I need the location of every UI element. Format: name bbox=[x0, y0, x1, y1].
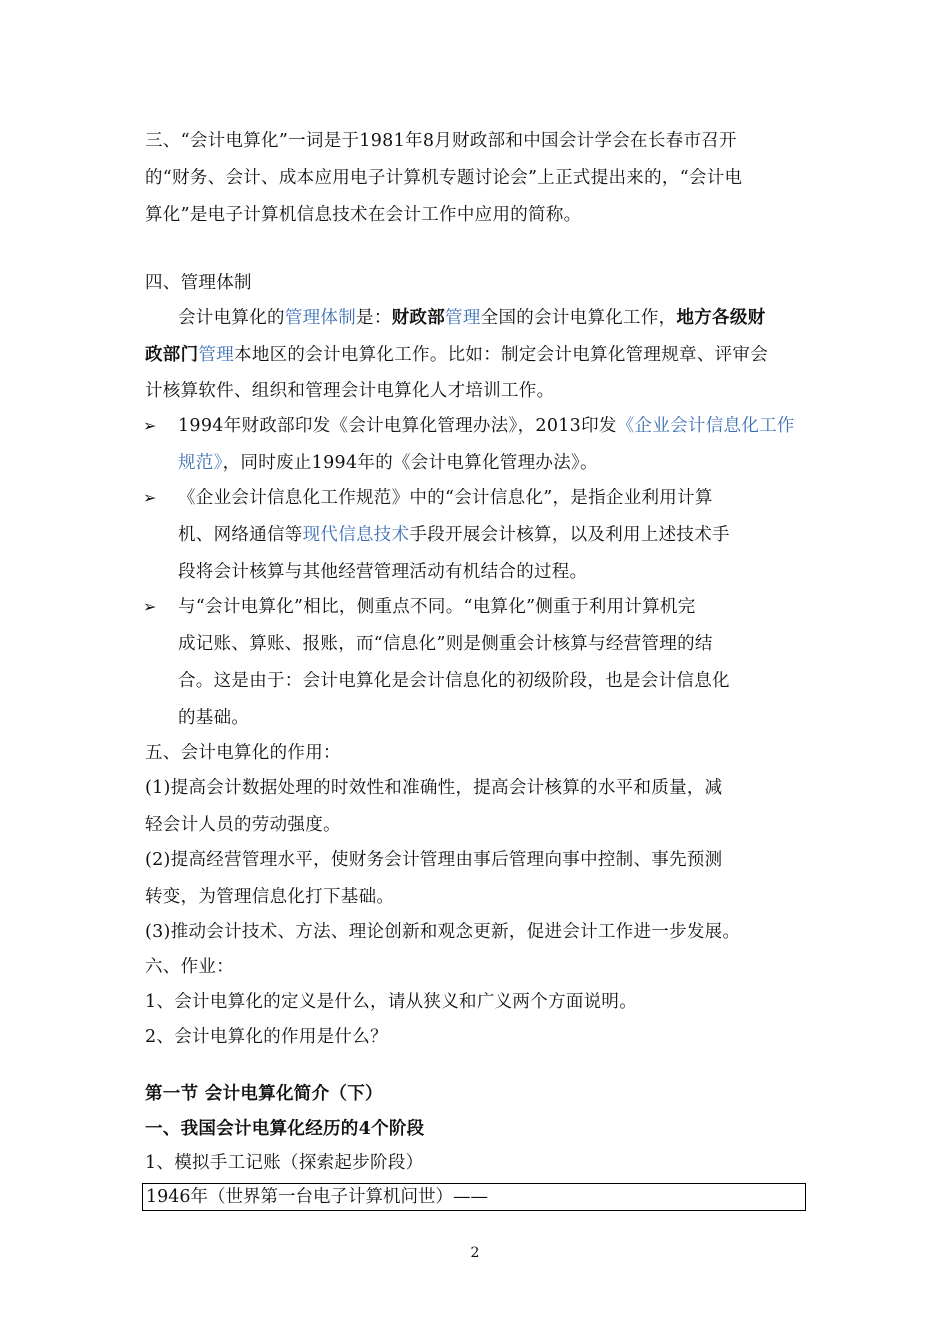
timeline-box-text: 1946年（世界第一台电子计算机问世）—— bbox=[146, 1187, 489, 1207]
bullet-3-line-2: 成记账、算账、报账，而“信息化”则是侧重会计核算与经营管理的结 bbox=[178, 634, 713, 654]
link-regulation-2[interactable]: 规范》 bbox=[178, 453, 223, 473]
bullet-arrow-icon: ➢ bbox=[143, 488, 157, 507]
para-3-line-3: 算化”是电子计算机信息技术在会计工作中应用的简称。 bbox=[145, 205, 582, 225]
link-modern-it[interactable]: 现代信息技术 bbox=[302, 525, 410, 545]
link-management-2[interactable]: 管理 bbox=[198, 345, 235, 365]
text-run: 手段开展会计核算，以及利用上述技术手 bbox=[409, 525, 730, 545]
para-3-line-1: 三、“会计电算化”一词是于1981年8月财政部和中国会计学会在长春市召开 bbox=[145, 131, 737, 151]
section-4-line-3: 计核算软件、组织和管理会计电算化人才培训工作。 bbox=[145, 381, 555, 401]
bullet-2-line-2 bbox=[178, 522, 730, 548]
timeline-box bbox=[142, 1183, 806, 1211]
text-run: 1994年财政部印发《会计电算化管理办法》，2013印发 bbox=[178, 416, 617, 436]
bullet-arrow-icon: ➢ bbox=[143, 597, 157, 616]
link-management[interactable]: 管理 bbox=[445, 308, 481, 328]
text-run: ，同时废止1994年的《会计电算化管理办法》。 bbox=[222, 453, 598, 473]
para-3-line-2: 的“财务、会计、成本应用电子计算机专题讨论会”上正式提出来的，“会计电 bbox=[145, 168, 743, 188]
stage-1-heading: 1、模拟手工记账（探索起步阶段） bbox=[145, 1153, 424, 1173]
text-run: 全国的会计电算化工作， bbox=[480, 308, 677, 328]
section-4-line-2 bbox=[145, 342, 768, 368]
bullet-arrow-icon: ➢ bbox=[143, 416, 157, 435]
section-subtitle: 一、我国会计电算化经历的4个阶段 bbox=[145, 1119, 425, 1139]
bullet-1-line-2 bbox=[178, 450, 598, 476]
text-run: 本地区的会计电算化工作。比如：制定会计电算化管理规章、评审会 bbox=[234, 345, 769, 365]
section-title: 第一节 会计电算化简介（下） bbox=[145, 1084, 383, 1104]
link-management-system[interactable]: 管理体制 bbox=[284, 308, 357, 328]
section-5-item-2-line-1: (2)提高经营管理水平，使财务会计管理由事后管理向事中控制、事先预测 bbox=[145, 850, 723, 870]
link-regulation[interactable]: 《企业会计信息化工作 bbox=[616, 416, 795, 436]
bullet-3-line-1: 与“会计电算化”相比，侧重点不同。“电算化”侧重于利用计算机完 bbox=[178, 597, 696, 617]
section-5-item-1-line-1: (1)提高会计数据处理的时效性和准确性，提高会计核算的水平和质量，减 bbox=[145, 778, 723, 798]
text-run: 会计电算化的 bbox=[178, 308, 285, 328]
section-4-heading: 四、管理体制 bbox=[145, 273, 252, 293]
section-4-line-1 bbox=[178, 305, 765, 331]
text-run: 是： bbox=[356, 308, 392, 328]
page-number: 2 bbox=[470, 1245, 480, 1261]
section-6-heading: 六、作业： bbox=[145, 957, 234, 977]
bullet-1-line-1 bbox=[178, 413, 795, 439]
bold-local-finance: 地方各级财 bbox=[676, 308, 766, 328]
section-5-item-2-line-2: 转变，为管理信息化打下基础。 bbox=[145, 887, 395, 907]
section-5-item-1-line-2: 轻会计人员的劳动强度。 bbox=[145, 815, 341, 835]
bullet-3-line-3: 合。这是由于：会计电算化是会计信息化的初级阶段，也是会计信息化 bbox=[178, 671, 730, 691]
section-6-question-1: 1、会计电算化的定义是什么，请从狭义和广义两个方面说明。 bbox=[145, 992, 638, 1012]
bullet-2-line-1: 《企业会计信息化工作规范》中的“会计信息化”，是指企业利用计算 bbox=[178, 488, 713, 508]
text-run: 机、网络通信等 bbox=[178, 525, 303, 545]
bold-departments: 政部门 bbox=[145, 345, 199, 365]
bullet-2-line-3: 段将会计核算与其他经营管理活动有机结合的过程。 bbox=[178, 562, 588, 582]
section-6-question-2: 2、会计电算化的作用是什么？ bbox=[145, 1027, 388, 1047]
section-5-heading: 五、会计电算化的作用： bbox=[145, 743, 341, 763]
section-5-item-3-line-1: (3)推动会计技术、方法、理论创新和观念更新，促进会计工作进一步发展。 bbox=[145, 922, 741, 942]
bold-ministry-of-finance: 财政部 bbox=[391, 308, 446, 328]
bullet-3-line-4: 的基础。 bbox=[178, 708, 250, 728]
